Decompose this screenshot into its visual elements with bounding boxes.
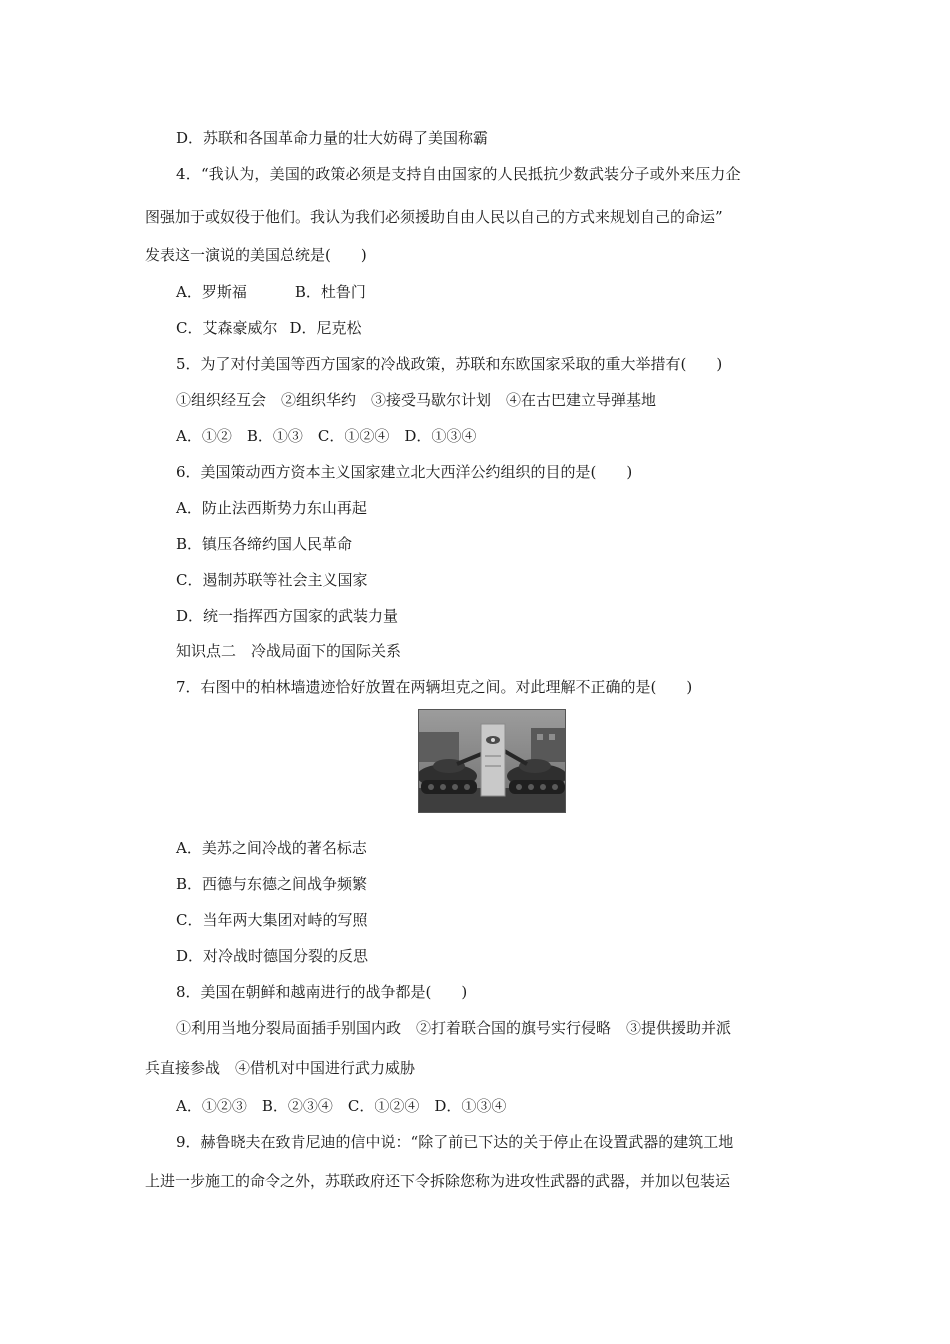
q9-stem-line-2: 上进一步施工的命令之外，苏联政府还下令拆除您称为进攻性武器的武器，并加以包装运 — [145, 1172, 731, 1190]
q8-options: A．①②③ B．②③④ C．①②④ D．①③④ — [176, 1097, 507, 1115]
q5-items: ①组织经互会 ②组织华约 ③接受马歇尔计划 ④在古巴建立导弹基地 — [176, 391, 657, 409]
q7-option-c: C．当年两大集团对峙的写照 — [176, 911, 368, 929]
section-heading: 知识点二 冷战局面下的国际关系 — [176, 642, 402, 660]
q4-options-row-1 — [176, 282, 366, 302]
q8-items-line-2: 兵直接参战 ④借机对中国进行武力威胁 — [145, 1059, 416, 1077]
q7-option-b: B．西德与东德之间战争频繁 — [176, 875, 368, 893]
q4-stem-line-2: 图强加于或奴役于他们。我认为我们必须援助自由人民以自己的方式来规划自己的命运” — [145, 208, 723, 226]
q4-option-b: B．杜鲁门 — [294, 283, 366, 301]
q6-option-b: B．镇压各缔约国人民革命 — [176, 535, 353, 553]
q4-stem-line-1: 4．“我认为，美国的政策必须是支持自由国家的人民抵抗少数武装分子或外来压力企 — [176, 165, 741, 183]
q4-options-row-2 — [176, 318, 362, 338]
q9-stem-line-1: 9．赫鲁晓夫在致肯尼迪的信中说：“除了前已下达的关于停止在设置武器的建筑工地 — [176, 1133, 734, 1151]
q6-option-c: C．遏制苏联等社会主义国家 — [176, 571, 368, 589]
q4-option-a: A．罗斯福 — [176, 283, 247, 301]
q6-option-d: D．统一指挥西方国家的武装力量 — [176, 607, 399, 625]
berlin-wall-tanks-photo — [418, 709, 566, 813]
q5-options: A．①② B．①③ C．①②④ D．①③④ — [176, 427, 477, 445]
q4-stem-line-3: 发表这一演说的美国总统是( ) — [145, 246, 367, 264]
q8-items-line-1: ①利用当地分裂局面插手别国内政 ②打着联合国的旗号实行侵略 ③提供援助并派 — [176, 1019, 732, 1037]
q7-option-d: D．对冷战时德国分裂的反思 — [176, 947, 369, 965]
q7-option-a: A．美苏之间冷战的著名标志 — [176, 839, 367, 857]
q5-stem: 5．为了对付美国等西方国家的冷战政策，苏联和东欧国家采取的重大举措有( ) — [176, 355, 723, 373]
q6-stem: 6．美国策动西方资本主义国家建立北大西洋公约组织的目的是( ) — [176, 463, 633, 481]
q6-option-a: A．防止法西斯势力东山再起 — [176, 499, 367, 517]
q3-option-d: D．苏联和各国革命力量的壮大妨碍了美国称霸 — [176, 129, 489, 147]
q8-stem: 8．美国在朝鲜和越南进行的战争都是( ) — [176, 983, 468, 1001]
q4-option-c: C．艾森豪威尔 — [176, 319, 278, 337]
q4-option-d: D．尼克松 — [289, 319, 362, 337]
q7-stem: 7．右图中的柏林墙遗迹恰好放置在两辆坦克之间。对此理解不正确的是( ) — [176, 678, 693, 696]
